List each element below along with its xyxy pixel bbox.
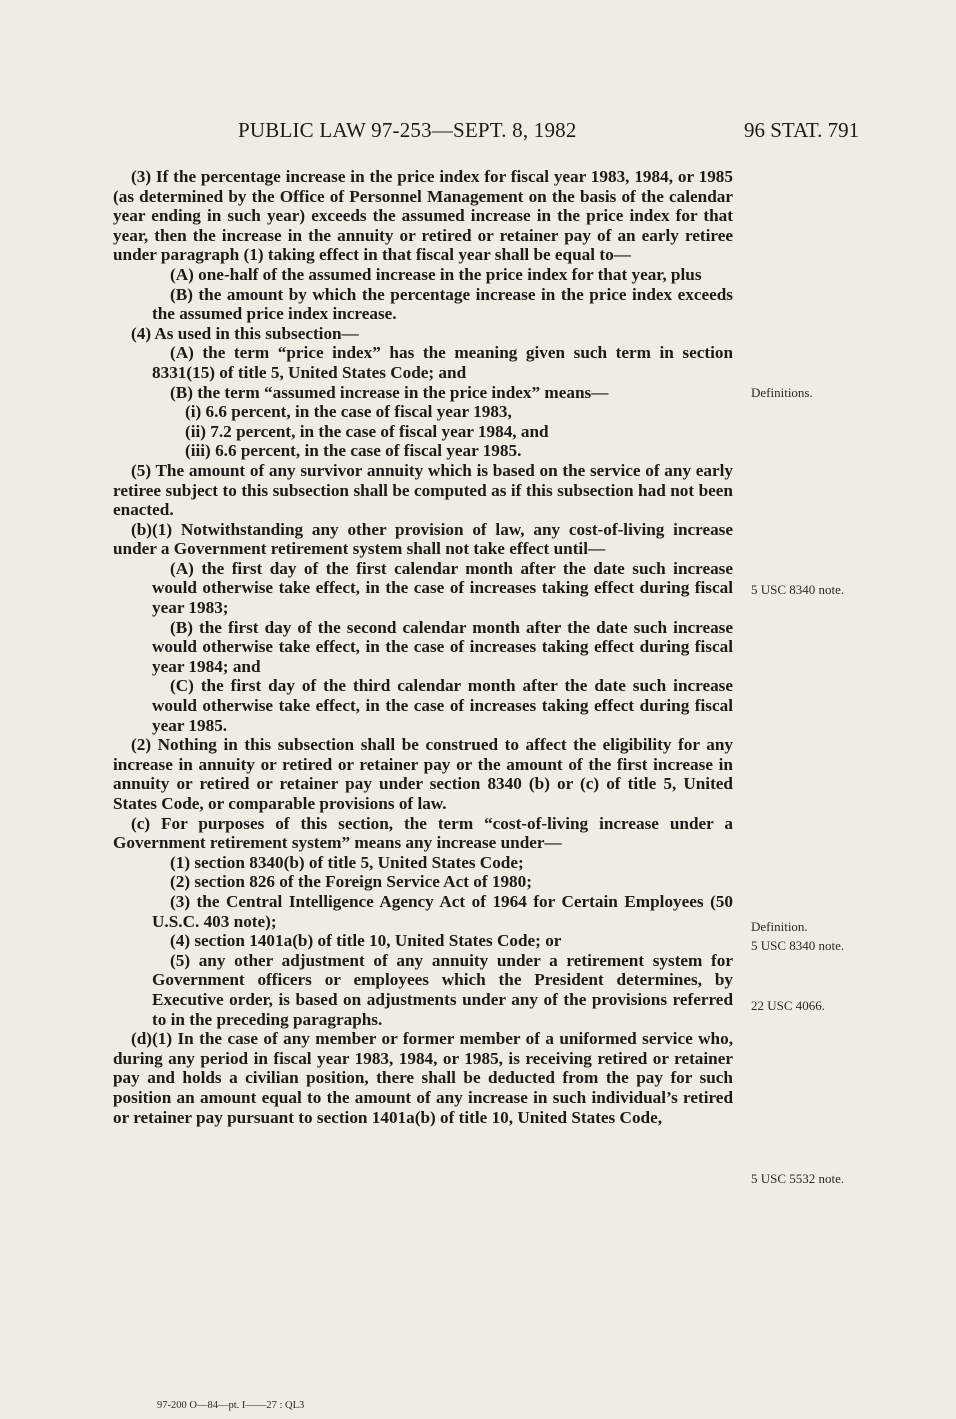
paragraph: (d)(1) In the case of any member or former member of a uniformed service who, during any period in fiscal year 1983, 1984, or 1985, is receiving retired or retainer pay and holds a civilian position, there shall be deducted from the pay for such position an amount equal to the amount of any increase in such individual’s retired or retainer pay pursuant to section 1401a(b) of title 10, United States Code, — [113, 1029, 733, 1127]
paragraph: (2) Nothing in this subsection shall be construed to affect the eligibility for any increase in annuity or retired or retainer pay or the amount of the first increase in annuity or retired or retainer pay under section 8340 (b) or (c) of title 5, United States Code, or comparable provisions of law. — [113, 735, 733, 813]
paragraph: (C) the first day of the third calendar month after the date such increase would otherwise take effect, in the case of increases taking effect during fiscal year 1985. — [152, 676, 733, 735]
margin-note: Definitions. — [751, 385, 813, 400]
paragraph: (1) section 8340(b) of title 5, United States Code; — [170, 852, 524, 872]
margin-note: 5 USC 8340 note. — [751, 582, 845, 597]
paragraph: (i) 6.6 percent, in the case of fiscal year 1983, — [185, 402, 512, 422]
paragraph: (A) the term “price index” has the meaning given such term in section 8331(15) of title 5, United States Code; and — [152, 343, 733, 382]
body-text — [113, 167, 733, 1127]
paragraph: (ii) 7.2 percent, in the case of fiscal year 1984, and — [185, 421, 549, 441]
paragraph: (4) section 1401a(b) of title 10, United States Code; or — [170, 931, 562, 951]
paragraph: (2) section 826 of the Foreign Service Act of 1980; — [170, 872, 532, 892]
paragraph: (A) one-half of the assumed increase in the price index for that year, plus — [170, 264, 702, 284]
page-footer: 97-200 O—84—pt. I——27 : QL3 — [157, 1400, 305, 1411]
page-header — [0, 118, 956, 148]
paragraph: (iii) 6.6 percent, in the case of fiscal year 1985. — [185, 441, 522, 461]
paragraph: (B) the term “assumed increase in the price index” means— — [170, 382, 609, 402]
paragraph: (A) the first day of the first calendar month after the date such increase would otherwise take effect, in the case of increases taking effect during fiscal year 1983; — [152, 558, 733, 618]
header-title: PUBLIC LAW 97-253—SEPT. 8, 1982 — [238, 118, 577, 142]
paragraph: (b)(1) Notwithstanding any other provision of law, any cost-of-living increase under a Government retirement system shall not take effect until— — [113, 519, 733, 559]
margin-note: 5 USC 5532 note. — [751, 1171, 845, 1186]
margin-note: 22 USC 4066. — [751, 998, 826, 1013]
paragraph: (5) The amount of any survivor annuity which is based on the service of any early retiree subject to this subsection shall be computed as if this subsection had not been enacted. — [113, 460, 733, 520]
paragraph: (B) the first day of the second calendar month after the date such increase would otherwise take effect, in the case of increases taking effect during fiscal year 1984; and — [152, 617, 733, 676]
paragraph: (3) If the percentage increase in the price index for fiscal year 1983, 1984, or 1985 (as determined by the Office of Personnel Management on the basis of the calendar year ending in such year) exceeds the assumed increase in the price index for that year, then the increase in the annuity or retired or retainer pay of an early retiree under paragraph (1) taking effect in that fiscal year shall be equal to— — [113, 167, 733, 265]
paragraph: (B) the amount by which the percentage increase in the price index exceeds the assumed price index increase. — [152, 284, 733, 324]
paragraph: (c) For purposes of this section, the term “cost-of-living increase under a Government retirement system” means any increase under— — [113, 813, 733, 853]
margin-note: 5 USC 8340 note. — [751, 938, 845, 953]
paragraph: (3) the Central Intelligence Agency Act of 1964 for Certain Employees (50 U.S.C. 403 note); — [152, 891, 733, 931]
header-stat-citation: 96 STAT. 791 — [744, 118, 860, 142]
paragraph: (5) any other adjustment of any annuity under a retirement system for Government officers or employees which the President determines, by Executive order, is based on adjustments under any of the provisions referred to in the preceding paragraphs. — [152, 950, 733, 1029]
paragraph: (4) As used in this subsection— — [131, 323, 359, 343]
margin-note: Definition. — [751, 919, 808, 934]
